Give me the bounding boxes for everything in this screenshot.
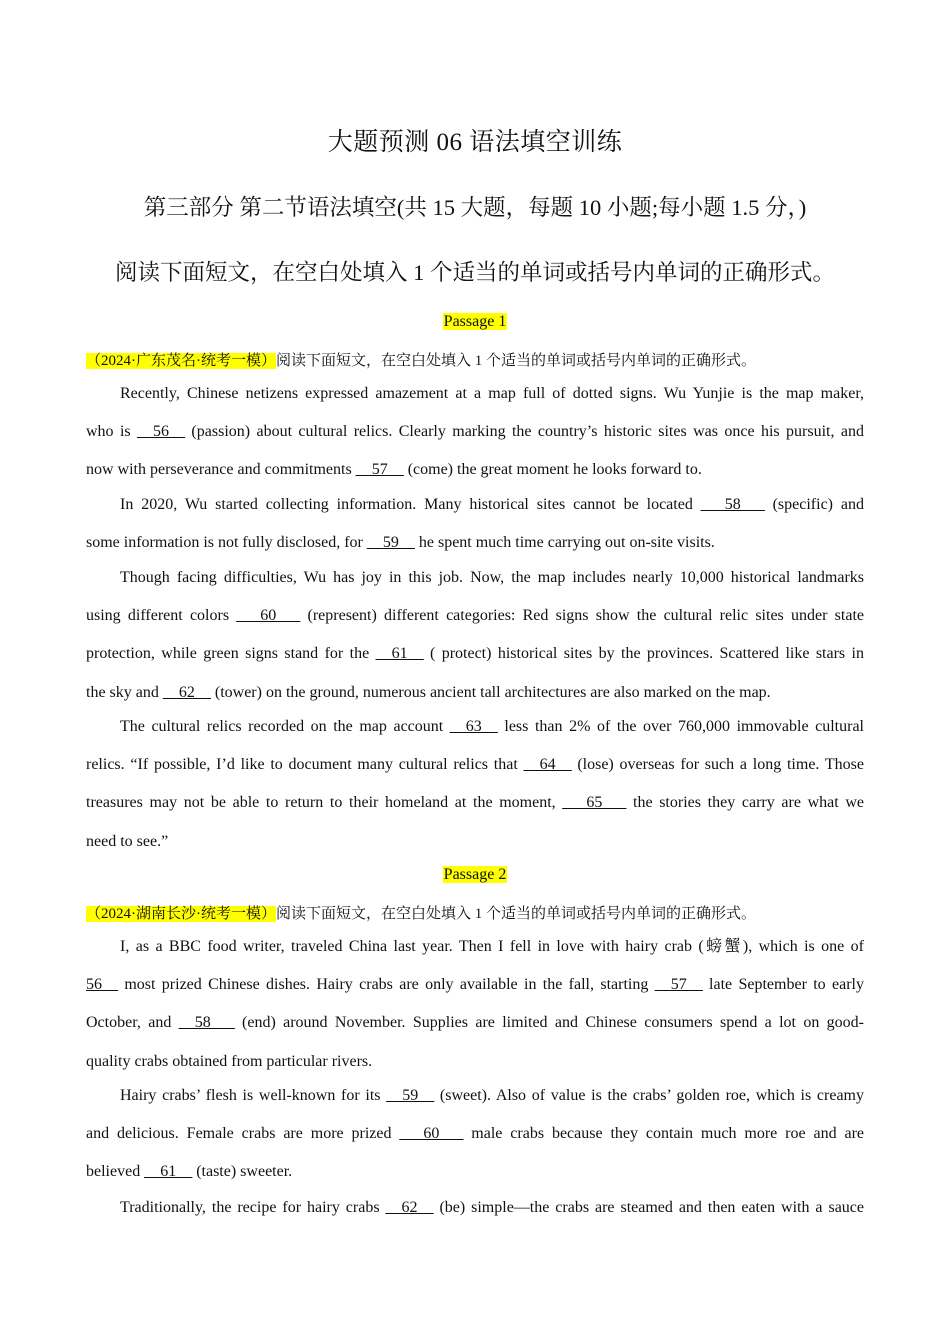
text-line bbox=[86, 784, 864, 822]
source-tag: （2024·广东茂名·统考一模） bbox=[86, 353, 276, 369]
passage-1-paragraph-1 bbox=[86, 375, 864, 490]
text-line bbox=[86, 966, 864, 1004]
text-fragment: (represent) different categories: Red signs show the cultural relic sites under state bbox=[300, 607, 865, 625]
answer-blank: __57__ bbox=[654, 976, 703, 994]
section-subtitle: 第三部分 第二节语法填空(共 15 大题，每题 10 小题;每小题 1.5 分，) bbox=[143, 195, 807, 220]
text-line bbox=[86, 486, 864, 524]
text-fragment: most prized Chinese dishes. Hairy crabs are only available in the fall, starting bbox=[118, 976, 655, 994]
text-line bbox=[86, 1043, 864, 1081]
passage-1-source: （2024·广东茂名·统考一模）阅读下面短文，在空白处填入 1 个适当的单词或括号内单词的正确形式。 bbox=[86, 353, 757, 369]
answer-blank: __63__ bbox=[449, 718, 498, 735]
passage-1-label: Passage 1 bbox=[443, 313, 507, 330]
answer-blank: __58___ bbox=[178, 1014, 235, 1032]
answer-blank: __64__ bbox=[523, 756, 572, 774]
source-tag: （2024·湖南长沙·统考一模） bbox=[86, 906, 276, 922]
passage-1-paragraph-2 bbox=[86, 486, 864, 562]
text-fragment: (taste) sweeter. bbox=[192, 1163, 293, 1181]
answer-blank: __59__ bbox=[386, 1087, 435, 1104]
text-fragment: quality crabs obtained from particular rivers. bbox=[86, 1052, 373, 1070]
text-line bbox=[86, 708, 864, 746]
text-line bbox=[86, 597, 864, 635]
text-fragment: relics. “If possible, I’d like to document many cultural relics that bbox=[86, 756, 524, 774]
text-fragment: (sweet). Also of value is the crabs’ golden roe, which is creamy bbox=[434, 1087, 864, 1104]
text-fragment: believed bbox=[86, 1163, 145, 1181]
text-fragment: (lose) overseas for such a long time. Those bbox=[571, 756, 865, 774]
passage-2-paragraph-2 bbox=[86, 1077, 864, 1192]
text-fragment: need to see.” bbox=[86, 832, 169, 850]
answer-blank: __56__ bbox=[137, 423, 186, 441]
text-fragment: October, and bbox=[86, 1014, 179, 1032]
page-title: 大题预测 06 语法填空训练 bbox=[327, 129, 623, 156]
text-fragment: The cultural relics recorded on the map account bbox=[120, 718, 450, 735]
text-fragment: now with perseverance and commitments bbox=[86, 461, 356, 479]
text-fragment: (be) simple—the crabs are steamed and then eaten with a sauce bbox=[433, 1199, 865, 1216]
text-line bbox=[86, 635, 864, 673]
text-line bbox=[86, 524, 864, 562]
text-fragment: he spent much time carrying out on-site visits. bbox=[414, 534, 715, 552]
text-line bbox=[86, 375, 864, 413]
text-fragment: protection, while green signs stand for the bbox=[86, 645, 376, 663]
passage-2-paragraph-3 bbox=[86, 1189, 864, 1227]
answer-blank: 56__ bbox=[86, 976, 118, 994]
text-line bbox=[86, 1115, 864, 1153]
answer-blank: __61__ bbox=[375, 645, 424, 663]
text-fragment: the sky and bbox=[86, 683, 163, 701]
text-fragment: (tower) on the ground, numerous ancient tall architectures are also marked on the map. bbox=[210, 683, 771, 701]
text-fragment: Though facing difficulties, Wu has joy in this job. Now, the map includes nearly 10,000 historical landmarks bbox=[120, 569, 864, 586]
text-fragment: Recently, Chinese netizens expressed amazement at a map full of dotted signs. Wu Yunjie is the map maker, bbox=[120, 385, 864, 402]
text-line bbox=[86, 1004, 864, 1042]
passage-2-source: （2024·湖南长沙·统考一模）阅读下面短文，在空白处填入 1 个适当的单词或括号内单词的正确形式。 bbox=[86, 906, 757, 922]
text-line bbox=[86, 413, 864, 451]
text-line bbox=[86, 823, 864, 861]
passage-1-paragraph-4 bbox=[86, 708, 864, 861]
text-line bbox=[86, 1153, 864, 1191]
text-fragment: ( protect) historical sites by the provinces. Scattered like stars in bbox=[423, 645, 864, 663]
text-line bbox=[86, 746, 864, 784]
answer-blank: ___60___ bbox=[399, 1125, 464, 1143]
text-fragment: In 2020, Wu started collecting information. Many historical sites cannot be located bbox=[120, 496, 701, 513]
text-fragment: late September to early bbox=[702, 976, 865, 994]
text-line bbox=[86, 1189, 864, 1227]
answer-blank: __61__ bbox=[144, 1163, 193, 1181]
text-fragment: (end) around November. Supplies are limited and Chinese consumers spend a lot on good- bbox=[234, 1014, 864, 1032]
text-line bbox=[86, 1077, 864, 1115]
text-fragment: male crabs because they contain much more roe and are bbox=[463, 1125, 865, 1143]
answer-blank: __57__ bbox=[355, 461, 404, 479]
text-fragment: and delicious. Female crabs are more prized bbox=[86, 1125, 400, 1143]
text-line bbox=[86, 559, 864, 597]
text-line bbox=[86, 451, 864, 489]
text-fragment: who is bbox=[86, 423, 138, 441]
text-line bbox=[86, 674, 864, 712]
text-fragment: treasures may not be able to return to their homeland at the moment, bbox=[86, 794, 563, 812]
answer-blank: ___58___ bbox=[700, 496, 765, 513]
text-fragment: Hairy crabs’ flesh is well-known for its bbox=[120, 1087, 387, 1104]
text-fragment: the stories they carry are what we bbox=[626, 794, 865, 812]
text-fragment: some information is not fully disclosed, for bbox=[86, 534, 367, 552]
answer-blank: ___60___ bbox=[236, 607, 301, 625]
text-fragment: using different colors bbox=[86, 607, 237, 625]
text-fragment: (come) the great moment he looks forward to. bbox=[403, 461, 702, 479]
answer-blank: __59__ bbox=[366, 534, 415, 552]
passage-2-paragraph-1 bbox=[86, 928, 864, 1081]
answer-blank: ___65___ bbox=[562, 794, 627, 812]
instruction-heading: 阅读下面短文，在空白处填入 1 个适当的单词或括号内单词的正确形式。 bbox=[114, 260, 835, 285]
answer-blank: __62__ bbox=[385, 1199, 434, 1216]
text-line bbox=[86, 928, 864, 966]
answer-blank: __62__ bbox=[162, 683, 211, 701]
text-fragment: less than 2% of the over 760,000 immovable cultural bbox=[497, 718, 864, 735]
passage-2-label: Passage 2 bbox=[443, 866, 507, 883]
text-fragment: I, as a BBC food writer, traveled China last year. Then I fell in love with hairy crab (螃蟹), which is one of bbox=[120, 938, 864, 955]
passage-1-paragraph-3 bbox=[86, 559, 864, 712]
text-fragment: (passion) about cultural relics. Clearly marking the country’s historic sites was once his pursuit, and bbox=[185, 423, 864, 441]
text-fragment: (specific) and bbox=[764, 496, 865, 513]
text-fragment: Traditionally, the recipe for hairy crabs bbox=[120, 1199, 386, 1216]
